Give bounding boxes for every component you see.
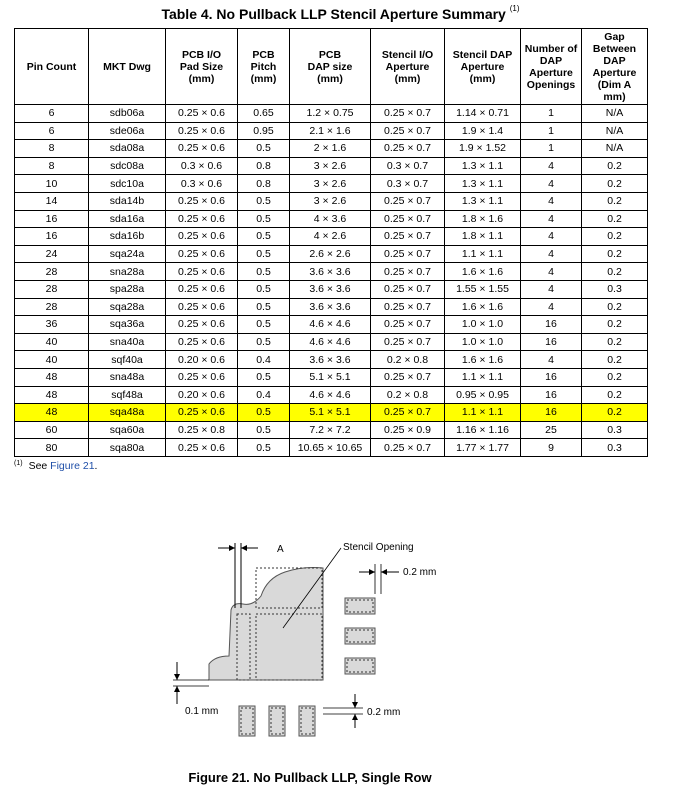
- table-cell: 16: [521, 386, 582, 404]
- table-cell: 0.20 × 0.6: [166, 386, 238, 404]
- table-cell: 0.2: [582, 404, 648, 422]
- figure-21-link[interactable]: Figure 21: [50, 460, 95, 472]
- footnote-text: See: [28, 460, 51, 472]
- table-cell: N/A: [582, 140, 648, 158]
- table-cell: 16: [15, 210, 89, 228]
- table-row: [15, 298, 648, 316]
- table-cell: 0.25 × 0.6: [166, 316, 238, 334]
- figure-21-diagram: [163, 528, 493, 758]
- table-cell: 0.5: [238, 421, 290, 439]
- table-cell: 4 × 3.6: [290, 210, 371, 228]
- table-cell: 0.5: [238, 192, 290, 210]
- table-row: [15, 192, 648, 210]
- table-cell: 0.25 × 0.7: [371, 140, 445, 158]
- table-cell: 1.8 × 1.1: [445, 228, 521, 246]
- table-cell: 6: [15, 105, 89, 123]
- column-header: MKT Dwg: [89, 29, 166, 105]
- table-row: [15, 105, 648, 123]
- table-cell: 0.5: [238, 280, 290, 298]
- table-cell: 0.95: [238, 122, 290, 140]
- table-row: [15, 333, 648, 351]
- table-cell: 0.2: [582, 386, 648, 404]
- table-cell: sqa60a: [89, 421, 166, 439]
- table-cell: 48: [15, 404, 89, 422]
- table-cell: 25: [521, 421, 582, 439]
- table-cell: 0.5: [238, 228, 290, 246]
- dim-02mm-top-label: 0.2 mm: [403, 567, 437, 578]
- table-cell: 0.5: [238, 439, 290, 457]
- table-cell: sna40a: [89, 333, 166, 351]
- column-header: PCB Pitch (mm): [238, 29, 290, 105]
- table-cell: 0.2: [582, 157, 648, 175]
- table-cell: 0.4: [238, 351, 290, 369]
- table-cell: 5.1 × 5.1: [290, 404, 371, 422]
- table-cell: 0.25 × 0.6: [166, 140, 238, 158]
- table-cell: 1: [521, 105, 582, 123]
- table-cell: sqa24a: [89, 245, 166, 263]
- table-cell: 0.25 × 0.7: [371, 298, 445, 316]
- table-cell: 36: [15, 316, 89, 334]
- bottom-io-pads: [239, 706, 315, 736]
- table-title: Table 4. No Pullback LLP Stencil Aperture Summary $^{(1)}$: [161, 4, 520, 22]
- table-cell: 0.25 × 0.6: [166, 298, 238, 316]
- table-cell: 0.25 × 0.6: [166, 210, 238, 228]
- table-cell: 0.2: [582, 192, 648, 210]
- table-cell: 0.25 × 0.8: [166, 421, 238, 439]
- table-cell: sdc10a: [89, 175, 166, 193]
- table-cell: 3 × 2.6: [290, 175, 371, 193]
- table-cell: 0.25 × 0.9: [371, 421, 445, 439]
- table-cell: 0.5: [238, 404, 290, 422]
- table-cell: 1.1 × 1.1: [445, 404, 521, 422]
- dim-01mm-label: 0.1 mm: [185, 706, 219, 717]
- column-header: Stencil DAP Aperture (mm): [445, 29, 521, 105]
- table-row: [15, 210, 648, 228]
- table-cell: 1.0 × 1.0: [445, 333, 521, 351]
- table-cell: 1.6 × 1.6: [445, 263, 521, 281]
- table-cell: 0.5: [238, 263, 290, 281]
- table-cell: 16: [521, 404, 582, 422]
- table-cell: 0.25 × 0.6: [166, 105, 238, 123]
- table-cell: 3.6 × 3.6: [290, 351, 371, 369]
- table-cell: sqa36a: [89, 316, 166, 334]
- table-cell: 60: [15, 421, 89, 439]
- table-cell: 1.0 × 1.0: [445, 316, 521, 334]
- table-cell: sda16a: [89, 210, 166, 228]
- table-cell: 0.3 × 0.7: [371, 157, 445, 175]
- table-cell: 4: [521, 280, 582, 298]
- table-cell: 0.95 × 0.95: [445, 386, 521, 404]
- column-header: Stencil I/O Aperture (mm): [371, 29, 445, 105]
- table-cell: sda16b: [89, 228, 166, 246]
- column-header: Number of DAP Aperture Openings: [521, 29, 582, 105]
- table-cell: spa28a: [89, 280, 166, 298]
- table-cell: 0.2: [582, 368, 648, 386]
- table-cell: 1.8 × 1.6: [445, 210, 521, 228]
- table-cell: 0.25 × 0.6: [166, 280, 238, 298]
- table-cell: 0.3: [582, 280, 648, 298]
- table-cell: 2.6 × 2.6: [290, 245, 371, 263]
- table-cell: 5.1 × 5.1: [290, 368, 371, 386]
- table-cell: 0.25 × 0.6: [166, 333, 238, 351]
- table-row: [15, 439, 648, 457]
- table-cell: 0.25 × 0.6: [166, 228, 238, 246]
- footnote-mark: (1): [14, 460, 23, 467]
- table-cell: 0.25 × 0.6: [166, 245, 238, 263]
- table-cell: 16: [521, 316, 582, 334]
- table-cell: 0.25 × 0.7: [371, 192, 445, 210]
- table-cell: 3 × 2.6: [290, 192, 371, 210]
- table-cell: 0.65: [238, 105, 290, 123]
- table-row: [15, 368, 648, 386]
- table-cell: sdc08a: [89, 157, 166, 175]
- table-cell: 28: [15, 298, 89, 316]
- table-cell: 0.25 × 0.7: [371, 105, 445, 123]
- table-cell: 1: [521, 122, 582, 140]
- column-header: PCB I/O Pad Size (mm): [166, 29, 238, 105]
- table-cell: 4: [521, 175, 582, 193]
- table-row: [15, 228, 648, 246]
- table-row: [15, 280, 648, 298]
- table-cell: 3.6 × 3.6: [290, 280, 371, 298]
- table-cell: 1: [521, 140, 582, 158]
- table-cell: 4: [521, 263, 582, 281]
- table-cell: 10: [15, 175, 89, 193]
- table-cell: 28: [15, 263, 89, 281]
- figure-caption: Figure 21. No Pullback LLP, Single Row: [188, 770, 432, 785]
- table-cell: 0.5: [238, 316, 290, 334]
- table-row: [15, 351, 648, 369]
- table-row: [15, 175, 648, 193]
- table-cell: 14: [15, 192, 89, 210]
- table-cell: 0.2: [582, 298, 648, 316]
- table-cell: 1.3 × 1.1: [445, 192, 521, 210]
- table-cell: 1.77 × 1.77: [445, 439, 521, 457]
- table-cell: 0.25 × 0.7: [371, 333, 445, 351]
- table-cell: 0.25 × 0.6: [166, 368, 238, 386]
- table-cell: 0.2 × 0.8: [371, 351, 445, 369]
- table-cell: 1.6 × 1.6: [445, 298, 521, 316]
- table-cell: 16: [15, 228, 89, 246]
- table-cell: 1.1 × 1.1: [445, 368, 521, 386]
- table-row: [15, 316, 648, 334]
- table-cell: 9: [521, 439, 582, 457]
- table-cell: 7.2 × 7.2: [290, 421, 371, 439]
- table-cell: 0.4: [238, 386, 290, 404]
- table-cell: sdb06a: [89, 105, 166, 123]
- table-cell: 0.5: [238, 333, 290, 351]
- table-cell: 1.9 × 1.52: [445, 140, 521, 158]
- table-cell: 0.3 × 0.6: [166, 175, 238, 193]
- table-cell: 0.2: [582, 351, 648, 369]
- table-cell: 40: [15, 333, 89, 351]
- dim-02mm-bottom-label: 0.2 mm: [367, 707, 401, 718]
- table-cell: 0.25 × 0.7: [371, 210, 445, 228]
- table-cell: 0.2: [582, 175, 648, 193]
- title-footnote-ref: (1): [509, 4, 520, 13]
- table-cell: 0.3 × 0.6: [166, 157, 238, 175]
- table-cell: 0.2 × 0.8: [371, 386, 445, 404]
- table-cell: 2.1 × 1.6: [290, 122, 371, 140]
- table-cell: 0.8: [238, 175, 290, 193]
- table-cell: 48: [15, 368, 89, 386]
- right-io-pads: [345, 598, 375, 674]
- column-header: PCB DAP size (mm): [290, 29, 371, 105]
- table-cell: 0.25 × 0.6: [166, 263, 238, 281]
- table-cell: 0.2: [582, 245, 648, 263]
- table-cell: 40: [15, 351, 89, 369]
- table-cell: 0.25 × 0.7: [371, 280, 445, 298]
- table-cell: 48: [15, 386, 89, 404]
- table-cell: 4.6 × 4.6: [290, 333, 371, 351]
- table-cell: sqf48a: [89, 386, 166, 404]
- table-cell: 6: [15, 122, 89, 140]
- table-cell: 0.3: [582, 439, 648, 457]
- table-cell: 4: [521, 298, 582, 316]
- table-cell: 0.5: [238, 298, 290, 316]
- table-cell: 0.5: [238, 245, 290, 263]
- table-cell: 8: [15, 140, 89, 158]
- column-header: Gap Between DAP Aperture (Dim A mm): [582, 29, 648, 105]
- table-cell: 0.25 × 0.7: [371, 316, 445, 334]
- table-cell: 4: [521, 245, 582, 263]
- table-cell: sqf40a: [89, 351, 166, 369]
- table-row: [15, 140, 648, 158]
- table-cell: 0.2: [582, 263, 648, 281]
- table-cell: sqa80a: [89, 439, 166, 457]
- table-cell: 1.1 × 1.1: [445, 245, 521, 263]
- table-cell: 1.3 × 1.1: [445, 175, 521, 193]
- table-cell: N/A: [582, 105, 648, 123]
- stencil-aperture-table: [14, 28, 648, 457]
- table-cell: 1.3 × 1.1: [445, 157, 521, 175]
- table-cell: 4: [521, 210, 582, 228]
- table-cell: 2 × 1.6: [290, 140, 371, 158]
- table-cell: 1.6 × 1.6: [445, 351, 521, 369]
- table-cell: 0.25 × 0.7: [371, 404, 445, 422]
- table-cell: 16: [521, 333, 582, 351]
- table-cell: 3.6 × 3.6: [290, 298, 371, 316]
- table-cell: sqa48a: [89, 404, 166, 422]
- table-cell: 0.5: [238, 210, 290, 228]
- table-cell: 1.55 × 1.55: [445, 280, 521, 298]
- table-cell: 1.16 × 1.16: [445, 421, 521, 439]
- column-header: Pin Count: [15, 29, 89, 105]
- table-cell: 1.2 × 0.75: [290, 105, 371, 123]
- table-cell: 0.25 × 0.7: [371, 368, 445, 386]
- table-cell: 3.6 × 3.6: [290, 263, 371, 281]
- table-cell: 4: [521, 228, 582, 246]
- table-row: [15, 263, 648, 281]
- dap-pad: [209, 568, 323, 681]
- table-row: [15, 421, 648, 439]
- table-cell: 0.2: [582, 333, 648, 351]
- table-row: [15, 404, 648, 422]
- stencil-opening-label: Stencil Opening: [343, 542, 414, 553]
- table-cell: 16: [521, 368, 582, 386]
- table-cell: 0.25 × 0.6: [166, 192, 238, 210]
- table-cell: 4.6 × 4.6: [290, 386, 371, 404]
- table-row: [15, 122, 648, 140]
- table-cell: 0.2: [582, 316, 648, 334]
- table-cell: 4 × 2.6: [290, 228, 371, 246]
- table-cell: 0.25 × 0.7: [371, 263, 445, 281]
- table-cell: 0.5: [238, 140, 290, 158]
- dim-a-label: A: [277, 544, 284, 555]
- table-row: [15, 386, 648, 404]
- table-cell: 0.25 × 0.6: [166, 404, 238, 422]
- table-cell: 4: [521, 157, 582, 175]
- table-header-row: [15, 29, 648, 105]
- table-cell: 1.9 × 1.4: [445, 122, 521, 140]
- table-cell: sda08a: [89, 140, 166, 158]
- table-cell: 0.25 × 0.6: [166, 439, 238, 457]
- table-cell: 4.6 × 4.6: [290, 316, 371, 334]
- table-cell: 80: [15, 439, 89, 457]
- table-cell: 0.25 × 0.7: [371, 228, 445, 246]
- table-cell: sde06a: [89, 122, 166, 140]
- table-cell: 0.25 × 0.7: [371, 245, 445, 263]
- table-cell: 4: [521, 351, 582, 369]
- table-cell: 0.3 × 0.7: [371, 175, 445, 193]
- table-cell: 1.14 × 0.71: [445, 105, 521, 123]
- table-cell: 0.25 × 0.7: [371, 122, 445, 140]
- table-cell: 4: [521, 192, 582, 210]
- table-cell: sna28a: [89, 263, 166, 281]
- table-cell: 0.20 × 0.6: [166, 351, 238, 369]
- table-cell: 0.25 × 0.6: [166, 122, 238, 140]
- table-cell: 0.2: [582, 210, 648, 228]
- table-cell: 28: [15, 280, 89, 298]
- table-cell: sna48a: [89, 368, 166, 386]
- table-cell: 0.25 × 0.7: [371, 439, 445, 457]
- table-cell: 0.8: [238, 157, 290, 175]
- table-cell: 10.65 × 10.65: [290, 439, 371, 457]
- table-cell: 24: [15, 245, 89, 263]
- table-cell: 3 × 2.6: [290, 157, 371, 175]
- table-cell: 0.3: [582, 421, 648, 439]
- table-cell: sqa28a: [89, 298, 166, 316]
- table-cell: N/A: [582, 122, 648, 140]
- table-cell: 0.5: [238, 368, 290, 386]
- table-cell: sda14b: [89, 192, 166, 210]
- table-row: [15, 245, 648, 263]
- footnote: $^{(1)}$ See Figure 21.: [14, 460, 98, 472]
- table-cell: 0.2: [582, 228, 648, 246]
- table-cell: 8: [15, 157, 89, 175]
- table-row: [15, 157, 648, 175]
